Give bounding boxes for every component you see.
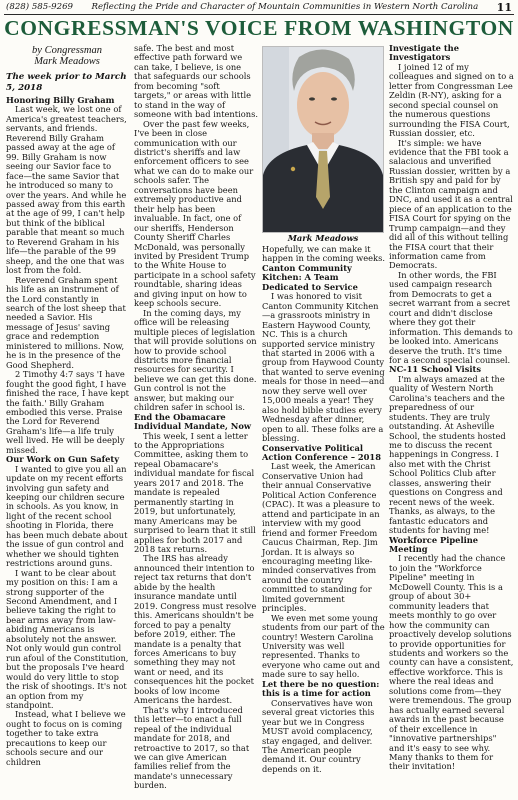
- article-column-2: [134, 44, 258, 800]
- photo-caption: Mark Meadows: [287, 233, 359, 243]
- paragraph: I was honored to visit Canton Community Kitchen—a grassroots ministry in Eastern Haywood County, NC. This is a church supported service ministry that started in 2006 with a group from Haywood County that wanted to serve evening meals for those in need—and now they serve well over 15,000 meals a year! They also hold bible studies every Wednesday after dinner, open to all. These folks are a blessing.: [262, 291, 385, 444]
- section-heading: Canton Community Kitchen: A Team Dedicated to Service: [262, 262, 358, 292]
- paragraph: It's simple: we have evidence that the FBI took a salacious and unverified Russian dossier, written by a British spy and paid for by the Clinton campaign and DNC, and used it as a central piece of an application to the FISA Court for spying on the Trump campaign—and they did all of this without telling the FISA court that their information came from Democrats.: [389, 137, 513, 271]
- section-heading: Honoring Billy Graham: [6, 95, 115, 105]
- section-heading: Workforce Pipeline Meeting: [389, 534, 479, 555]
- header-rule: [4, 14, 514, 15]
- paragraph: This week, I sent a letter to the Appropriations Committee, asking them to repeal Obamacare's individual mandate for fiscal years 2017 and 2018. The mandate is repealed permanently starting in 2019, but unfortunately, many Americans may be surprised to learn that it still applies for both 2017 and 2018 tax returns.: [134, 430, 256, 555]
- paragraph: I wanted to give you all an update on my recent efforts involving gun safety and keeping our children secure in schools. As you know, in light of the recent school shooting in Florida, there has been much debate about the issue of gun control and whether we should tighten restrictions around guns.: [6, 463, 128, 569]
- page-header: [0, 0, 518, 14]
- paragraph: Last week, the American Conservative Union had their annual Conservative Political Action Conference (CPAC). It was a pleasure to attend and participate in an interview with my good friend and former Freedom Caucus Chairman, Rep. Jim Jordan. It is always so encouraging meeting like-minded conservatives from around the country committed to standing for limited government principles.: [262, 461, 381, 614]
- article-column-4: [389, 44, 514, 800]
- article-column-3: [262, 245, 385, 800]
- paragraph: I want to be clear about my position on this: I am a strong supporter of the Second Amendment, and I believe taking the right to bear arms away from law-abiding Americans is absolutely not the answer. Not only would gun control run afoul of the Constitution, but the proposals I've heard would do very little to stop the risk of shootings. It's not an option from my standpoint.: [6, 567, 129, 710]
- paragraph: I joined 12 of my colleagues and signed on to a letter from Congressman Lee Zeldin (R-NY), asking for a second special counsel on the numerous questions surrounding the FISA Court, Russian dossier, etc.: [389, 61, 514, 139]
- byline: [6, 45, 128, 67]
- section-heading: Conservative Political Action Conference – 2018: [262, 442, 381, 462]
- header-tagline: Reflecting the Pride and Character of Mountain Communities in Western North Carolina: [91, 2, 479, 12]
- column-title: CONGRESSMAN'S VOICE FROM WASHINGTON: [4, 16, 514, 40]
- article-column-1: [6, 96, 129, 800]
- paragraph: That's why I introduced this letter—to enact a full repeal of the individual mandate for 2018, and retroactive to 2017, so that we can give American families relief from the mandate's unnecessary burden.: [134, 704, 250, 791]
- byline-author: Mark Meadows: [34, 56, 100, 67]
- section-heading: Let there be no question: this is a time for action: [262, 678, 380, 699]
- week-dateline: The week prior to March 5, 2018: [6, 72, 127, 93]
- page-number: 11: [496, 0, 512, 14]
- byline-line-1: by Congressman: [32, 45, 102, 56]
- header-phone: (828) 585-9269: [6, 2, 74, 12]
- paragraph: We even met some young students from our part of the country! Western Carolina University was well represented. Thanks to everyone who came out and made sure to say hello.: [262, 612, 385, 680]
- section-heading: NC-11 School Visits: [389, 364, 482, 375]
- portrait-illustration: [263, 47, 383, 232]
- section-heading: Investigate the Investigators: [389, 43, 459, 63]
- paragraph: I recently had the chance to join the "Workforce Pipeline" meeting in McDowell County. This is a group of about 30+ community leaders that meets monthly to go over how the community can proactively develop solutions to provide opportunities for students and workers so the county can have a consistent, effective workforce. This is where the real ideas and solutions come from—they were tremendous. The group has actually earned several awards in the past because of their excellence in "innovative partnerships" and it's easy to see why. Many thanks to them for their invitation!: [389, 553, 514, 772]
- paragraph: In the coming days, my office will be releasing multiple pieces of legislation that will provide solutions on how to provide school districts more financial resources for security. I believe we can get this done. Gun control is not the answer, but making our children safer in school is.: [134, 307, 257, 413]
- paragraph: safe. The best and most effective path forward we can take, I believe, is one that safeguards our schools from becoming "soft targets," or areas with little to stand in the way of someone with bad intentions.: [134, 43, 258, 120]
- paragraph: Hopefully, we can make it happen in the coming weeks.: [262, 244, 385, 264]
- paragraph: Instead, what I believe we ought to focus on is coming together to take extra precautions to keep our schools secure and our children: [6, 709, 126, 767]
- paragraph: The IRS has already announced their intention to reject tax returns that don't abide by the health insurance mandate until 2019. Congress must resolve this. Americans shouldn't be forced to pay a penalty before 2019, either. The mandate is a penalty that forces Americans to buy something they may not want or need, and its consequences hit the pocket books of low income Americans the hardest.: [134, 553, 257, 706]
- paragraph: 2 Timothy 4:7 says 'I have fought the good fight, I have finished the race, I have kept the faith.' Billy Graham embodied this verse. Praise the Lord for Reverend Graham's life—a life truly well lived. He will be deeply missed.: [6, 369, 129, 455]
- paragraph: In other words, the FBI used campaign research from Democrats to get a secret warrant from a secret court and didn't disclose where they got their information. This demands to be looked into. Americans deserve the truth. It's time for a second special counsel.: [389, 269, 513, 365]
- congressman-photo: [262, 46, 384, 233]
- section-heading: Our Work on Gun Safety: [6, 454, 120, 465]
- paragraph: I'm always amazed at the quality of Western North Carolina's teachers and the preparedness of our students. They are truly outstanding. At Asheville School, the students hosted me to discuss the recent happenings in Congress. I also met with the Christ School Politics Club after classes, answering their questions on Congress and recent news of the week. Thanks, as always, to the fantastic educators and students for having me!: [389, 373, 506, 536]
- paragraph: Last week, we lost one of America's greatest teachers, servants, and friends. Reverend Billy Graham passed away at the age of 99. Billy Graham is now seeing our Savior face to face—the same Savior that he introduced so many to over the years. And while he passed away from this earth at the age of 99, I can't help but think of the biblical parable that meant so much to Reverend Graham in his life—the parable of the 99 sheep, and the one that was lost from the fold.: [6, 104, 127, 276]
- paragraph: Conservatives have won several great victories this year but we in Congress MUST avoid complacency, stay engaged, and deliver. The American people demand it. Our country depends on it.: [262, 697, 375, 774]
- paragraph: Over the past few weeks, I've been in close communication with our district's sheriffs and law enforcement officers to see what we can do to make our schools safer. The conversations have been extremely productive and their help has been invaluable. In fact, one of our sheriffs, Henderson County Sheriff Charles McDonald, was personally invited by President Trump to the White House to participate in a school safety roundtable, sharing ideas and giving input on how to keep schools secure.: [134, 118, 256, 309]
- paragraph: Reverend Graham spent his life as an instrument of the Lord constantly in search of the lost sheep that needed a Savior. His message of Jesus' saving grace and redemption ministered to millions. Now, he is in the presence of the Good Shepherd.: [6, 274, 126, 370]
- section-heading: End the Obamacare Individual Mandate, Now: [134, 411, 252, 432]
